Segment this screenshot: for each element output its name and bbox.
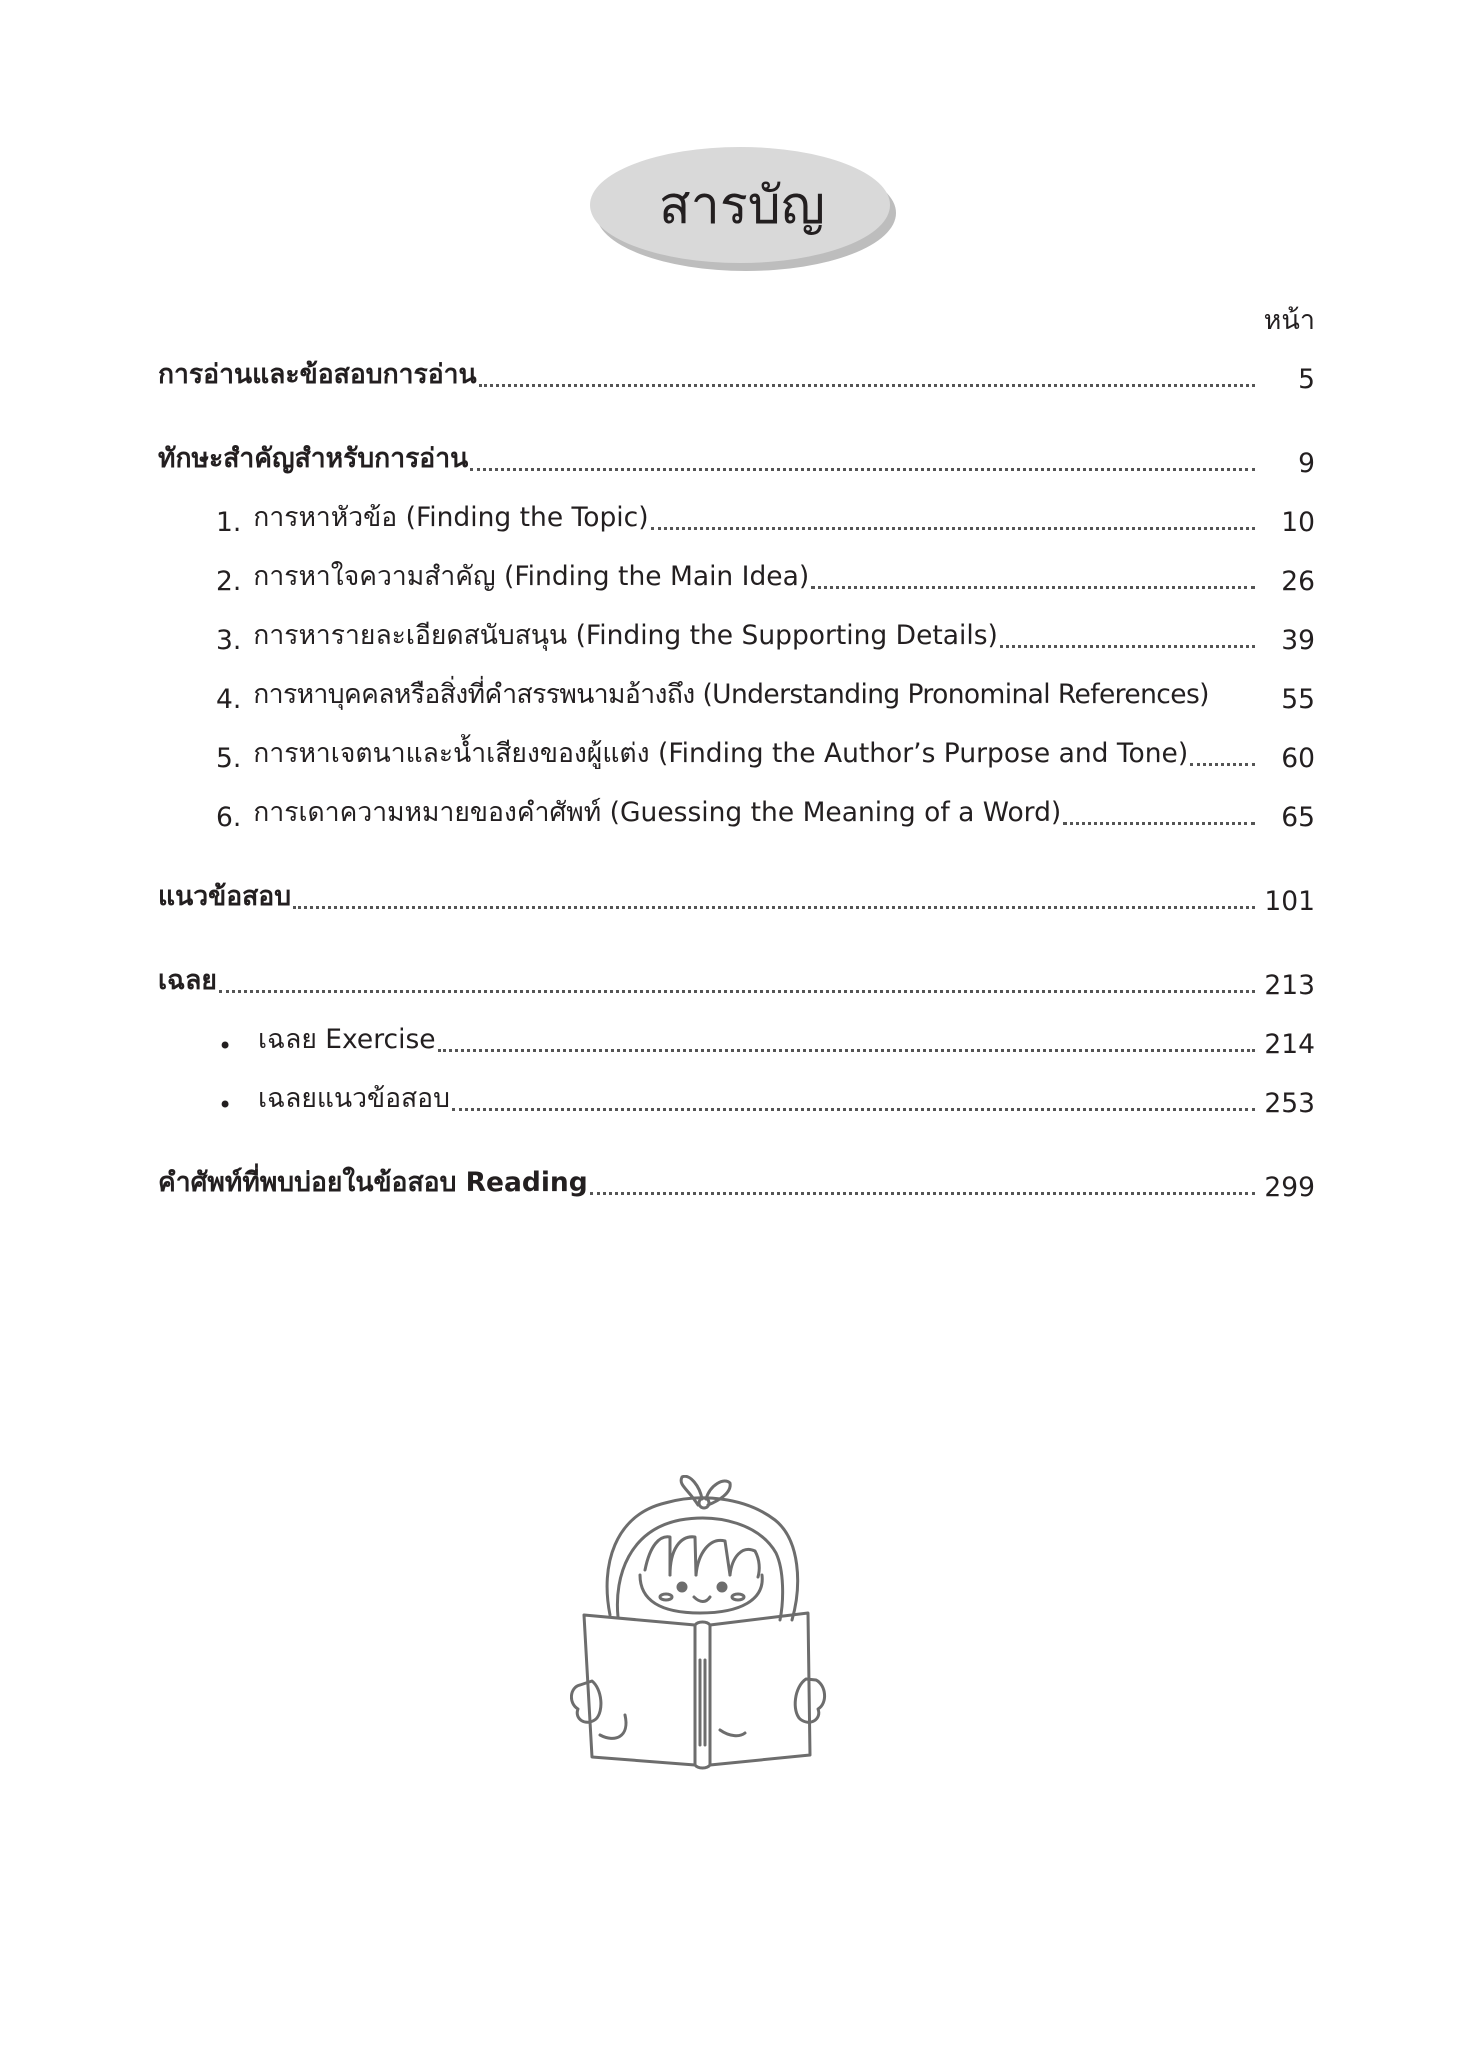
dot-leader [438, 1049, 1255, 1052]
toc-subentry[interactable] [0, 734, 1457, 774]
toc-subentry-label: เฉลย Exercise [258, 1024, 436, 1055]
toc-subentry-page: 253 [1264, 1088, 1315, 1119]
toc-subentry-number: 4. [216, 684, 242, 715]
dot-leader [1190, 763, 1255, 766]
bullet-icon: • [218, 1032, 233, 1060]
toc-entry-page: 101 [1264, 886, 1315, 917]
toc-entry-label: เฉลย [158, 965, 217, 996]
toc-entry[interactable] [0, 1163, 1457, 1203]
toc-entry-page: 213 [1264, 970, 1315, 1001]
toc-entry-label: คำศัพท์ที่พบบ่อยในข้อสอบ Reading [158, 1167, 588, 1198]
dot-leader [479, 384, 1255, 387]
dot-leader [1063, 822, 1255, 825]
toc-entry-page: 9 [1298, 448, 1315, 479]
toc-entry-label: การอ่านและข้อสอบการอ่าน [158, 359, 477, 390]
toc-subentry-page: 39 [1281, 625, 1315, 656]
toc-title-badge [582, 143, 902, 273]
toc-subentry-page: 214 [1264, 1029, 1315, 1060]
dot-leader [219, 990, 1255, 993]
toc-subentry-label: การหาเจตนาและน้ำเสียงของผู้แต่ง (Finding the Author’s Purpose and Tone) [253, 738, 1189, 769]
dot-leader [651, 527, 1255, 530]
toc-subentry[interactable] [0, 1020, 1457, 1060]
toc-subentry-page: 60 [1281, 743, 1315, 774]
toc-entry-page: 5 [1298, 364, 1315, 395]
toc-subentry[interactable] [0, 793, 1457, 833]
toc-entry-label: แนวข้อสอบ [158, 881, 292, 912]
toc-subentry-label: การหาหัวข้อ (Finding the Topic) [253, 502, 649, 533]
toc-subentry-number: 6. [216, 802, 242, 833]
bullet-icon: • [218, 1091, 233, 1119]
toc-subentry-label: เฉลยแนวข้อสอบ [258, 1083, 450, 1114]
dot-leader [452, 1108, 1255, 1111]
toc-subentry-label: การหาใจความสำคัญ (Finding the Main Idea) [253, 561, 810, 592]
toc-title: สารบัญ [658, 175, 826, 236]
toc-subentry-page: 55 [1281, 684, 1315, 715]
dot-leader [470, 468, 1255, 471]
toc-subentry-label: การหารายละเอียดสนับสนุน (Finding the Supporting Details) [253, 620, 998, 651]
toc-subentry-number: 3. [216, 625, 242, 656]
toc-subentry-number: 2. [216, 566, 242, 597]
toc-subentry-page: 10 [1281, 507, 1315, 538]
toc-entry[interactable] [0, 355, 1457, 395]
toc-subentry[interactable] [0, 1079, 1457, 1119]
girl-reading-book-illustration [570, 1475, 830, 1779]
toc-subentry-label: การหาบุคคลหรือสิ่งที่คำสรรพนามอ้างถึง (Understanding Pronominal References) [253, 679, 1209, 710]
dot-leader [590, 1192, 1255, 1195]
toc-entry[interactable] [0, 439, 1457, 479]
toc-subentry[interactable] [0, 557, 1457, 597]
toc-subentry-number: 1. [216, 507, 242, 538]
dot-leader [1000, 645, 1255, 648]
toc-subentry[interactable] [0, 498, 1457, 538]
toc-subentry-page: 65 [1281, 802, 1315, 833]
toc-subentry[interactable] [0, 675, 1457, 715]
dot-leader [1211, 704, 1255, 707]
toc-entry[interactable] [0, 961, 1457, 1001]
dot-leader [293, 906, 1255, 909]
dot-leader [811, 586, 1255, 589]
toc-subentry-number: 5. [216, 743, 242, 774]
toc-subentry[interactable] [0, 616, 1457, 656]
page-column-header: หน้า [1263, 305, 1315, 336]
toc-subentry-label: การเดาความหมายของคำศัพท์ (Guessing the Meaning of a Word) [253, 797, 1062, 828]
toc-subentry-page: 26 [1281, 566, 1315, 597]
toc-entry[interactable] [0, 877, 1457, 917]
toc-entry-label: ทักษะสำคัญสำหรับการอ่าน [158, 443, 469, 474]
toc-entry-page: 299 [1264, 1172, 1315, 1203]
